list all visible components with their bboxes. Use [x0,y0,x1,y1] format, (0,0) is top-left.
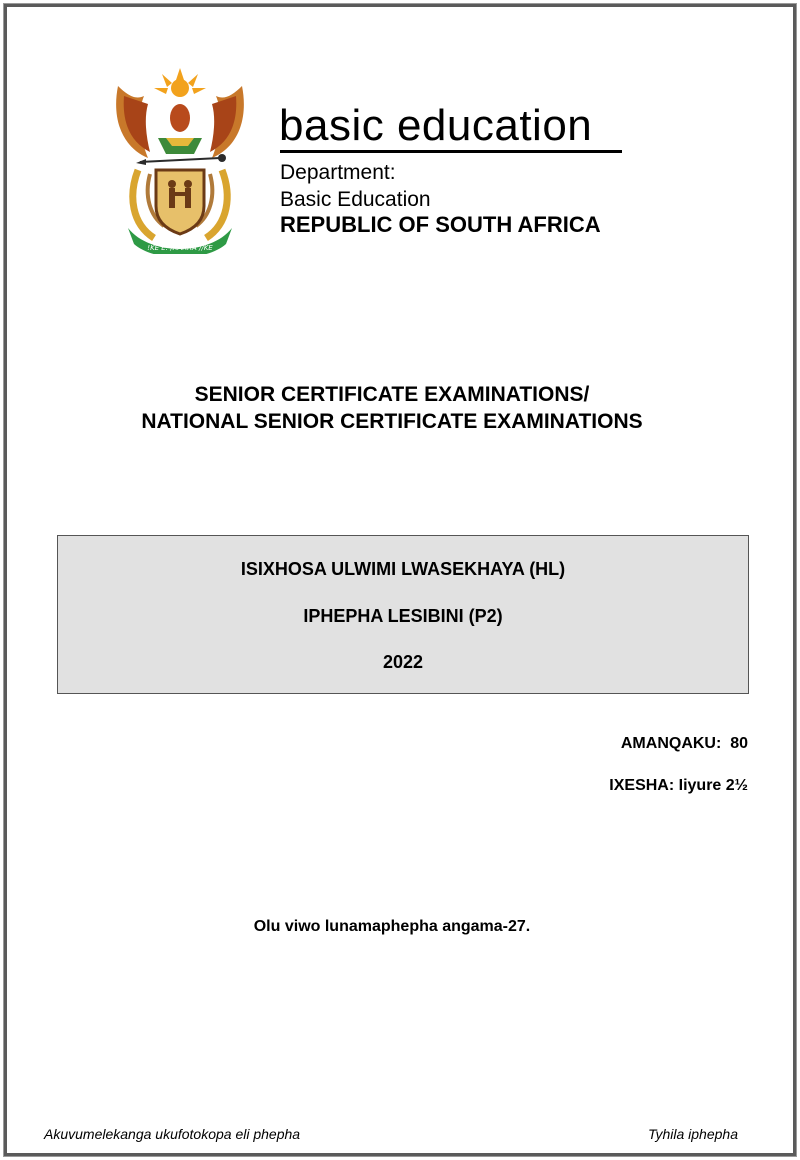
country-name: REPUBLIC OF SOUTH AFRICA [280,212,601,237]
department-name: Basic Education [280,188,431,211]
copy-notice: Akuvumelekanga ukufotokopa eli phepha [44,1126,301,1142]
coat-of-arms-icon [110,66,250,254]
brand-divider [280,150,622,153]
crest-motto: !KE E: /XARRA //KE [147,244,213,252]
subject-name: ISIXHOSA ULWIMI LWASEKHAYA (HL) [240,559,566,579]
exam-year: 2022 [382,652,424,672]
page-count-note: Olu viwo lunamaphepha angama-27. [253,918,531,935]
exam-duration: IXESHA: Iiyure 2½ [609,777,748,794]
brand-title: basic education [279,101,593,150]
exam-title-line2: NATIONAL SENIOR CERTIFICATE EXAMINATIONS [141,410,643,433]
exam-title-line1: SENIOR CERTIFICATE EXAMINATIONS/ [194,383,590,406]
subject-box [57,535,749,694]
department-label: Department: [280,161,396,184]
turn-page-note: Tyhila iphepha [647,1126,738,1142]
marks-total: AMANQAKU: 80 [620,735,748,752]
paper-number: IPHEPHA LESIBINI (P2) [303,606,503,626]
